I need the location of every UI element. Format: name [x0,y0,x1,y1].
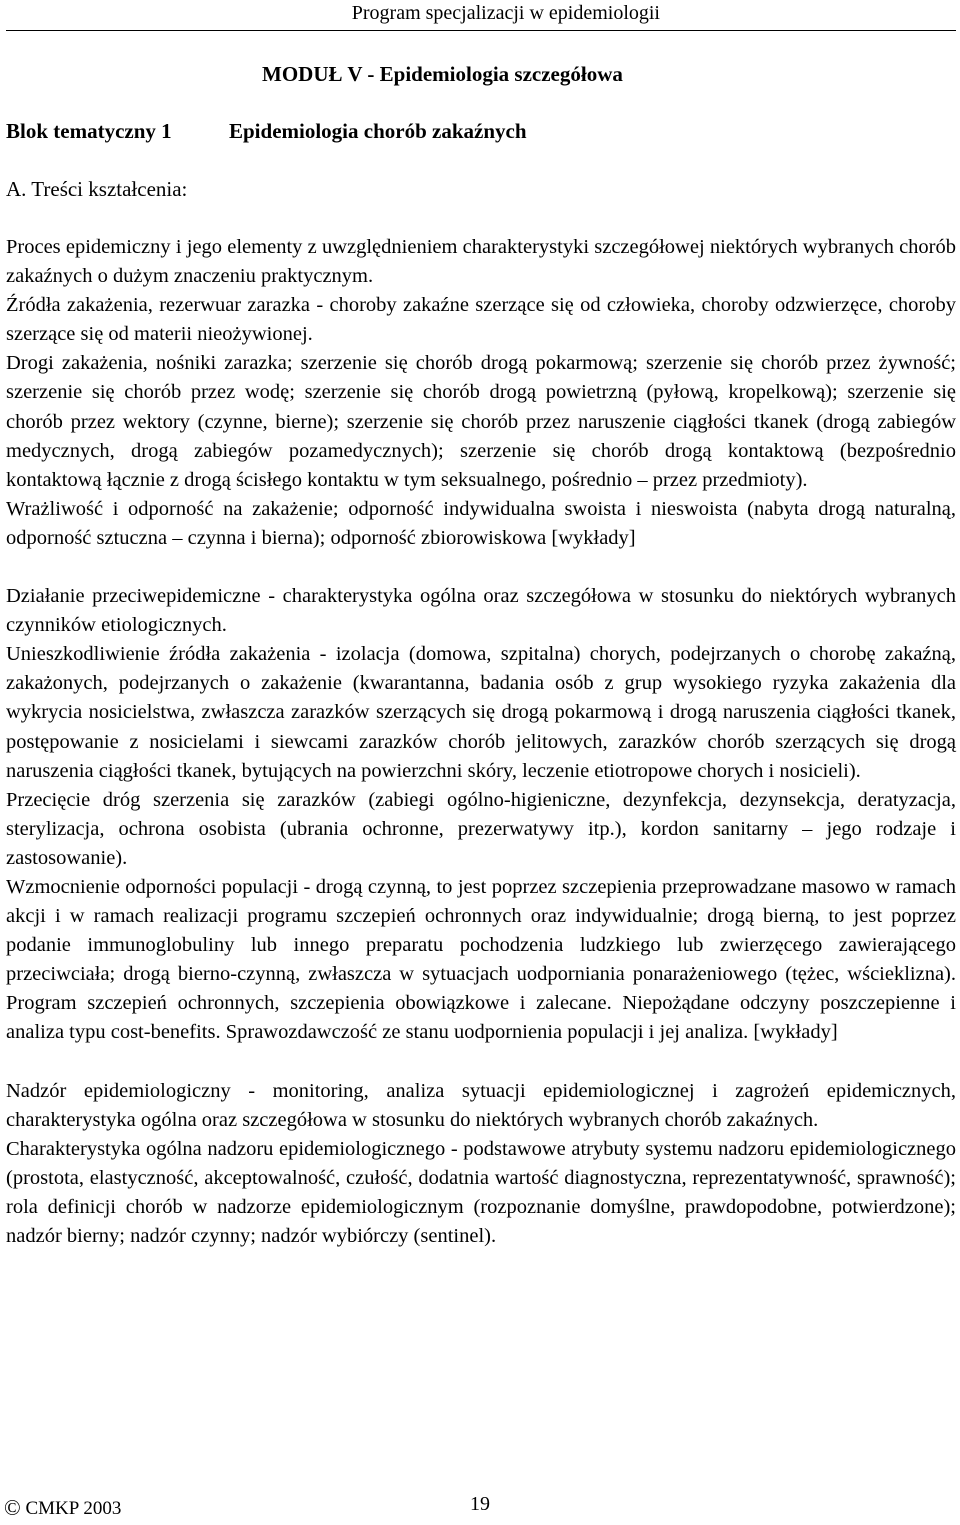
paragraph-epidemiological-surveillance: Nadzór epidemiologiczny - monitoring, analiza sytuacji epidemiologicznej i zagrożeń epidemicznych, charakterystyka ogólna oraz szczegółowa w stosunku do niektórych wybranych chorób zakaźnych. [6,1079,956,1131]
block-label: Blok tematyczny 1 [6,119,172,143]
footer-copyright [4,1496,121,1521]
paragraph-population-immunity: Wzmocnienie odporności populacji - drogą czynną, to jest poprzez szczepienia przeprowadzane masowo w ramach akcji i w ramach realizacji programu szczepień ochronnych oraz indywidualnie; drogą bierną, to jest poprzez podanie immunoglobuliny lub innego preparatu pochodzenia ludzkiego lub zwierzęcego zawierającego przeciwciała; drogą bierno-czynną, zwłaszcza w sytuacjach uodporniania ponarażeniowego (tężec, wścieklizna). Program szczepień ochronnych, szczepienia obowiązkowe i zalecane. Niepożądane odczyny poszczepienne i analiza typu cost-benefits. Sprawozdawczość ze stanu uodpornienia populacji i jej analiza. [wykłady] [6,875,956,1044]
paragraph-antiepidemic-action: Działanie przeciwepidemiczne - charakterystyka ogólna oraz szczegółowa w stosunku do niektórych wybranych czynników etiologicznych. [6,585,956,637]
copyright-icon: © [4,1495,21,1520]
paragraph-susceptibility-immunity: Wrażliwość i odporność na zakażenie; odporność indywidualna swoista i nieswoista (nabyta drogą naturalną, odporność sztuczna – czynna i bierna); odporność zbiorowiskowa [wykłady] [6,497,956,549]
paragraph-infection-sources: Źródła zakażenia, rezerwuar zarazka - choroby zakaźne szerzące się od człowieka, choroby odzwierzęce, choroby szerzące się od materii nieożywionej. [6,294,956,346]
copyright-text: CMKP 2003 [25,1498,122,1519]
document-body [6,233,956,1251]
paragraph-epidemic-process: Proces epidemiczny i jego elementy z uwzględnieniem charakterystyki szczegółowej niektórych wybranych chorób zakaźnych o dużym znaczeniu praktycznym. [6,236,956,288]
paragraph-surveillance-characteristics: Charakterystyka ogólna nadzoru epidemiologicznego - podstawowe atrybuty systemu nadzoru epidemiologicznego (prostota, elastyczność, akceptowalność, czułość, dodatnia wartość diagnostyczna, reprezentatywność, sprawność); rola definicji chorób w nadzorze epidemiologicznym (rozpoznanie domyślne, prawdopodobne, potwierdzone); nadzór bierny; nadzór czynny; nadzór wybiórczy (sentinel). [6,1137,956,1247]
header-divider [6,30,956,31]
paragraph-source-neutralization: Unieszkodliwienie źródła zakażenia - izolacja (domowa, szpitalna) chorych, podejrzanych o chorobę zakaźną, zakażonych, podejrzanych o zakażenie (kwarantanna, badania osób z grup wysokiego ryzyka zakażenia dla wykrycia nosicielstwa, zwłaszcza zarazków szerzących się drogą pokarmową i drogą naruszenia ciągłości tkanek, postępowanie z nosicielami i siewcami zarazków chorób jelitowych, zarazków chorób szerzących się drogą naruszenia ciągłości tkanek, bytujących na powierzchni skóry, leczenie etiotropowe chorych i nosicieli). [6,643,956,782]
module-title: MODUŁ V - Epidemiologia szczegółowa [262,62,623,86]
section-heading: A. Treści kształcenia: [6,177,188,201]
paragraph-transmission-interruption: Przecięcie dróg szerzenia się zarazków (zabiegi ogólno-higieniczne, dezynfekcja, dezynsekcja, deratyzacja, sterylizacja, ochrona osobista (ubrania ochronne, prezerwatywy itp.), kordon sanitarny – jego rodzaje i zastosowanie). [6,788,956,869]
paragraph-infection-routes: Drogi zakażenia, nośniki zarazka; szerzenie się chorób drogą pokarmową; szerzenie się chorób przez żywność; szerzenie się chorób przez wodę; szerzenie się chorób drogą powietrzną (pyłową, kropelkową); szerzenie się chorób przez wektory (czynne, bierne); szerzenie się chorób przez naruszenie ciągłości tkanek (drogą zabiegów medycznych, drogą zabiegów pozamedycznych); szerzenie się chorób drogą kontaktową (bezpośrednio kontaktową łącznie z drogą ścisłego kontaktu w tym seksualnego, pośrednio – przez przedmioty). [6,352,956,491]
block-title: Epidemiologia chorób zakaźnych [229,119,527,143]
running-header: Program specjalizacji w epidemiologii [351,2,660,24]
page-number: 19 [470,1493,490,1515]
